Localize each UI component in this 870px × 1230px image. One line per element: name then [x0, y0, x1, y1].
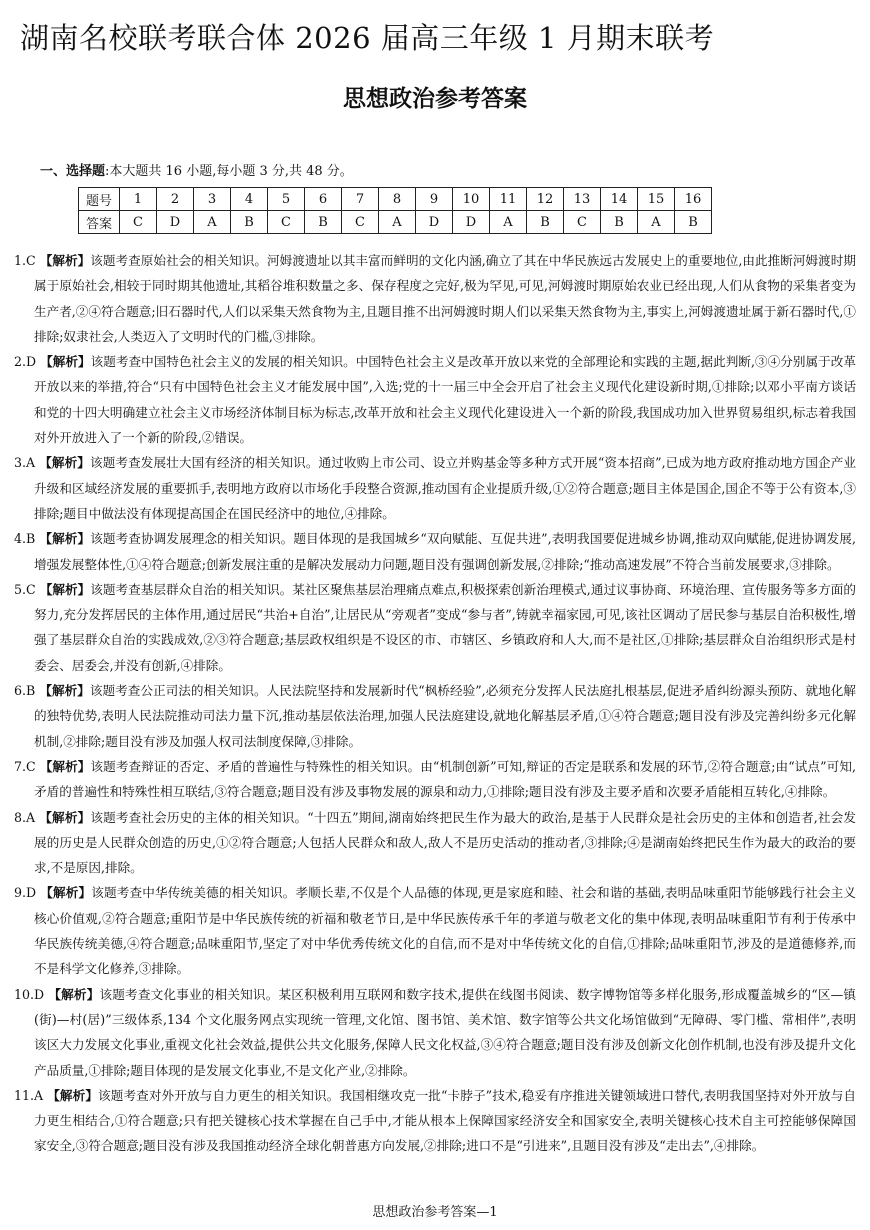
explanation-item — [14, 678, 856, 754]
explanation-item — [14, 805, 856, 881]
item-text: 该题考查原始社会的相关知识。河姆渡遗址以其丰富而鲜明的文化内涵,确立了其在中华民族远古发展史上的重要地位,由此推断河姆渡时期属于原始社会,相较于同时期其他遗址,其稻谷堆积数量之多、保存程度之完好,极为罕见,可见,河姆渡时期原始农业已经出现,人们从食物的采集者变为生产者,②④符合题意;旧石器时代,人们以采集天然食物为主,且题目推不出河姆渡时期人们以采集天然食物为主,事实上,河姆渡遗址属于新石器时代,①排除;奴隶社会,人类迈入了文明时代的门槛,③排除。 — [34, 253, 857, 344]
item-tag: 【解析】 — [47, 1087, 99, 1103]
item-tag: 【解析】 — [39, 809, 91, 825]
item-text: 该题考查对外开放与自力更生的相关知识。我国相继攻克一批“卡脖子”技术,稳妥有序推进关键领域进口替代,表明我国坚持对外开放与自力更生相结合,①符合题意;只有把关键核心技术掌握在自己手中,才能从根本上保障国家经济安全和国家安全,表明关键核心技术自主可控能够保障国家安全,③符合题意;题目没有涉及我国推动经济全球化朝普惠方向发展,②排除;进口不是“引进来”,且题目没有涉及“走出去”,④排除。 — [34, 1087, 856, 1154]
section-label: 一、选择题 — [40, 164, 106, 179]
item-number: 8.A — [14, 809, 36, 825]
explanation-item — [14, 754, 856, 805]
explanation-item — [14, 526, 856, 577]
document-title: 湖南名校联考联合体 2026 届高三年级 1 月期末联考 — [20, 21, 715, 55]
question-number: 13 — [564, 188, 601, 211]
question-number: 4 — [231, 188, 268, 211]
explanation-item — [14, 248, 856, 349]
question-number: 14 — [601, 188, 638, 211]
explanation-item — [14, 450, 856, 526]
answer-cell: C — [342, 211, 379, 234]
item-text: 该题考查社会历史的主体的相关知识。“十四五”期间,湖南始终把民生作为最大的政治,是基于人民群众是社会历史的主体和创造者,社会发展的历史是人民群众创造的历史,①②符合题意;人包括人民群众和敌人,敌人不是历史活动的推动者,③排除;④是湖南始终把民生作为最大的政治的要求,不是原因,排除。 — [34, 809, 857, 876]
answer-table — [78, 187, 712, 234]
item-text: 该题考查公正司法的相关知识。人民法院坚持和发展新时代“枫桥经验”,必须充分发挥人民法庭扎根基层,促进矛盾纠纷源头预防、就地化解的独特优势,表明人民法院推动司法力量下沉,推动基层依法治理,加强人民法庭建设,就地化解基层矛盾,①④符合题意;题目没有涉及完善纠纷多元化解机制,②排除;题目没有涉及加强人权司法制度保障,③排除。 — [34, 683, 856, 749]
item-text: 该题考查中国特色社会主义的发展的相关知识。中国特色社会主义是改革开放以来党的全部理论和实践的主题,据此判断,③④分别属于改革开放以来的举措,符合“只有中国特色社会主义才能发展中国”,入选;党的十一届三中全会开启了社会主义现代化建设新时期,①排除;以邓小平南方谈话和党的十四大明确建立社会主义市场经济体制目标为标志,改革开放和社会主义现代化建设进入一个新的阶段,我国成功加入世界贸易组织,标志着我国对外开放进入了一个新的阶段,②错误。 — [34, 354, 857, 446]
explanation-item — [14, 880, 856, 981]
item-tag: 【解析】 — [39, 683, 90, 699]
question-number: 16 — [675, 188, 712, 211]
question-number: 11 — [490, 188, 527, 211]
answer-cell: C — [564, 211, 601, 234]
explanation-item — [14, 577, 856, 678]
explanation-item — [14, 1083, 856, 1159]
item-number: 6.B — [14, 683, 36, 699]
question-number: 10 — [453, 188, 490, 211]
item-number: 5.C — [14, 581, 36, 597]
item-tag: 【解析】 — [39, 758, 91, 774]
answer-cell: B — [601, 211, 638, 234]
explanation-item — [14, 349, 856, 450]
item-number: 3.A — [14, 455, 36, 471]
item-number: 9.D — [14, 885, 37, 901]
answer-cell: B — [675, 211, 712, 234]
answer-cell: A — [379, 211, 416, 234]
answer-cell: D — [416, 211, 453, 234]
answer-cell: C — [268, 211, 305, 234]
item-text: 该题考查协调发展理念的相关知识。题目体现的是我国城乡“双向赋能、互促共进”,表明我国要促进城乡协调,推动双向赋能,促进协调发展,增强发展整体性,①④符合题意;创新发展注重的是解决发展动力问题,题目没有强调创新发展,②排除;“推动高速发展”不符合当前发展要求,③排除。 — [34, 531, 857, 572]
item-tag: 【解析】 — [39, 455, 91, 471]
answer-table-answer-row — [79, 211, 712, 234]
answer-cell: B — [305, 211, 342, 234]
answer-cell: C — [120, 211, 157, 234]
answer-cell: A — [638, 211, 675, 234]
question-number: 7 — [342, 188, 379, 211]
page-footer: 思想政治参考答案—1 — [372, 1205, 498, 1220]
item-number: 10.D — [14, 986, 45, 1002]
question-number: 6 — [305, 188, 342, 211]
item-number: 2.D — [14, 354, 37, 370]
item-tag: 【解析】 — [39, 581, 91, 597]
item-number: 4.B — [14, 531, 36, 547]
answer-table-number-row — [79, 188, 712, 211]
answer-cell: B — [527, 211, 564, 234]
row-label-answer: 答案 — [79, 211, 120, 234]
question-number: 3 — [194, 188, 231, 211]
item-text: 该题考查文化事业的相关知识。某区积极利用互联网和数字技术,提供在线图书阅读、数字博物馆等多样化服务,形成覆盖城乡的“区—镇(街)—村(居)”三级体系,134 个文化服务网点实现统一管理,文化馆、图书馆、美术馆、数字馆等公共文化场馆做到“无障碍、零门槛、常相伴”,表明该区大力发展文化事业,重视文化社会效益,提供公共文化服务,保障人民文化权益,③④符合题意;题目没有涉及创新文化创作机制,也没有涉及提升文化产品质量,①排除;题目体现的是发展文化事业,不是文化产业,②排除。 — [34, 986, 856, 1078]
item-tag: 【解析】 — [48, 986, 100, 1002]
question-number: 5 — [268, 188, 305, 211]
item-tag: 【解析】 — [40, 885, 92, 901]
section-heading — [40, 160, 353, 179]
item-text: 该题考查中华传统美德的相关知识。孝顺长辈,不仅是个人品德的体现,更是家庭和睦、社会和谐的基础,表明品味重阳节能够践行社会主义核心价值观,②符合题意;重阳节是中华民族传统的祈福和敬老节日,是中华民族传承千年的孝道与敬老文化的集中体现,表明品味重阳节有利于传承中华民族传统美德,④符合题意;品味重阳节,坚定了对中华优秀传统文化的自信,而不是对中华传统文化的自信,①排除;品味重阳节,涉及的是道德修养,而不是科学文化修养,③排除。 — [34, 885, 856, 977]
question-number: 9 — [416, 188, 453, 211]
answer-cell: D — [157, 211, 194, 234]
section-description: :本大题共 16 小题,每小题 3 分,共 48 分。 — [105, 164, 353, 179]
explanation-list — [14, 248, 856, 1159]
item-tag: 【解析】 — [39, 531, 91, 547]
question-number: 12 — [527, 188, 564, 211]
item-text: 该题考查辩证的否定、矛盾的普遍性与特殊性的相关知识。由“机制创新”可知,辩证的否定是联系和发展的环节,②符合题意;由“试点”可知,矛盾的普遍性和特殊性相互联结,③符合题意;题目没有涉及事物发展的源泉和动力,①排除;题目没有涉及主要矛盾和次要矛盾能相互转化,④排除。 — [34, 758, 857, 800]
question-number: 1 — [120, 188, 157, 211]
item-tag: 【解析】 — [39, 253, 91, 268]
item-text: 该题考查发展壮大国有经济的相关知识。通过收购上市公司、设立并购基金等多种方式开展“资本招商”,已成为地方政府推动地方国企产业升级和区域经济发展的重要抓手,表明地方政府以市场化手段整合资源,推动国有企业提质升级,①②符合题意;题目主体是国企,国企不等于公有资本,③排除;题目中做法没有体现提高国企在国民经济中的地位,④排除。 — [34, 455, 856, 521]
answer-cell: A — [194, 211, 231, 234]
explanation-item — [14, 982, 856, 1083]
item-text: 该题考查基层群众自治的相关知识。某社区聚焦基层治理痛点难点,积极探索创新治理模式,通过议事协商、环境治理、宣传服务等多方面的努力,充分发挥居民的主体作用,通过居民“共治+自治”,让居民从“旁观者”变成“参与者”,铸就幸福家园,可见,该社区调动了居民参与基层自治积极性,增强了基层群众自治的实践成效,②③符合题意;基层政权组织是不设区的市、市辖区、乡镇政府和人大,而不是社区,①排除;基层群众自治组织形式是村委会、居委会,并没有创新,④排除。 — [34, 581, 857, 673]
answer-cell: A — [490, 211, 527, 234]
item-number: 7.C — [14, 758, 36, 774]
item-tag: 【解析】 — [40, 354, 91, 370]
question-number: 15 — [638, 188, 675, 211]
item-number: 11.A — [14, 1087, 44, 1103]
row-label-number: 题号 — [79, 188, 120, 211]
document-subtitle: 思想政治参考答案 — [343, 86, 527, 112]
question-number: 2 — [157, 188, 194, 211]
answer-cell: D — [453, 211, 490, 234]
item-number: 1.C — [14, 253, 36, 268]
answer-cell: B — [231, 211, 268, 234]
question-number: 8 — [379, 188, 416, 211]
